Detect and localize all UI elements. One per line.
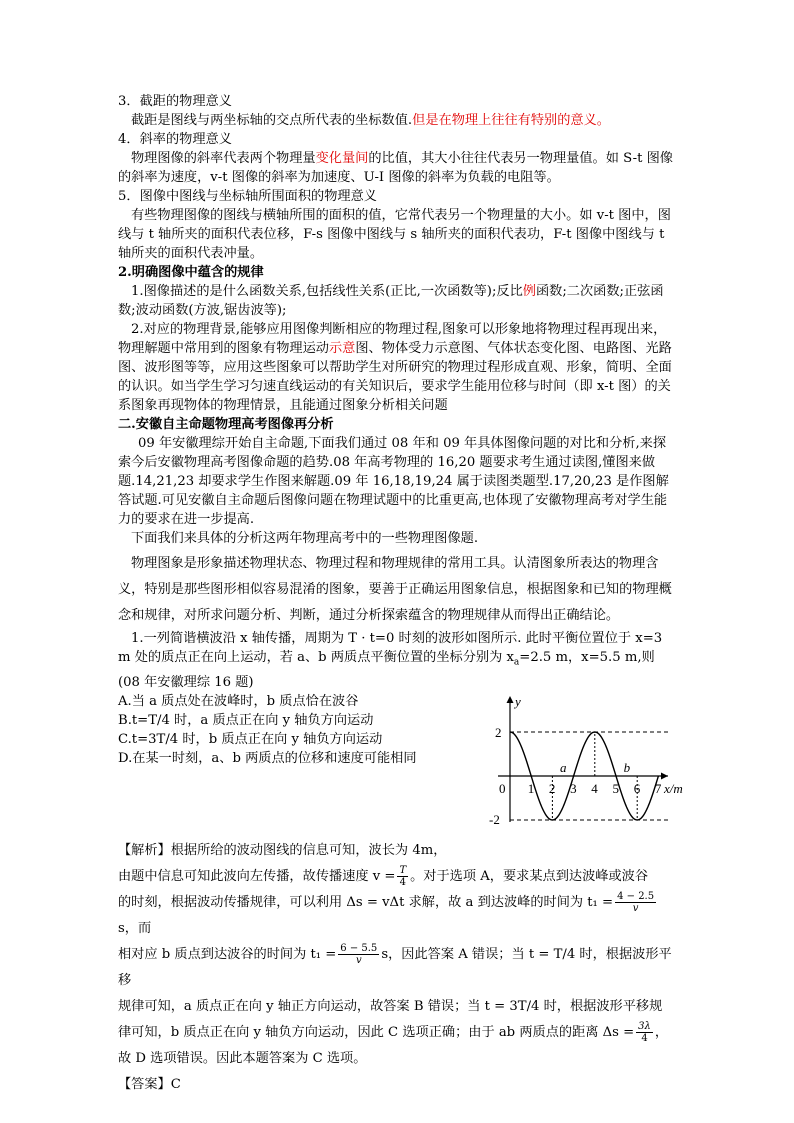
x-tick-label: 2 [548,780,556,796]
anhui-paragraph-3: 物理图象是形象描述物理状态、物理过程和物理规律的常用工具。认清图象所表达的物理含义，特别是那些图形相似容易混淆的图象，要善于正确运用图象信息，根据图象和已知的物理概念和规律，对所求问题分析、判断，通过分析探索蕴含的物理规律从而得出正确结论。 [118,556,672,623]
option-d: D.在某一时刻，a、b 两质点的位移和速度可能相同 [118,750,417,766]
section-5-body: 有些物理图像的图线与横轴所围的面积的值，它常代表另一个物理量的大小。如 v-t 图中，图线与 t 轴所夹的面积代表位移，F-s 图像中图线与 s 轴所夹的面积代表功，F-t 图像中图线与 t 轴所夹的面积代表冲量。 [118,208,671,261]
y-axis-arrow [507,696,514,703]
section-4-body: 物理图像的斜率代表两个物理量变化量间的比值，其大小往往代表另一物理量值。如 S-t 图像的斜率为速度，v-t 图像的斜率为加速度、U-I 图像的斜率为负载的电阻等。 [118,151,673,185]
x-tick-label: 6 [633,780,641,796]
x-axis-label: x/m [664,780,683,796]
y-tick-bottom: -2 [489,811,500,827]
x-tick-label: 7 [654,780,662,796]
anhui-paragraph-2: 下面我们来具体的分析这两年物理高考中的一些物理图像题. [131,531,479,546]
option-b: B.t=T/4 时，a 质点正在向 y 轴负方向运动 [118,712,374,728]
x-tick-label: 3 [570,780,577,796]
question-1-stem: 1.一列简谐横波沿 x 轴传播，周期为 T · t=0 时刻的波形如图所示. 此时平衡位置位于 x=3 m 处的质点正在向上运动，若 a、b 两质点平衡位置的坐标分别为 $x_a=2.5$ m，x=5.5 m,则 [118,631,663,668]
x-tick-label: 4 [591,780,598,796]
section-5-title: 5．图像中图线与坐标轴所围面积的物理意义 [118,189,377,204]
option-c: C.t=3T/4 时，b 质点正在向 y 轴负方向运动 [118,731,383,747]
answer-line: 【答案】C [118,1076,181,1092]
wave-graph [478,692,683,832]
x-axis-arrow [661,772,668,779]
question-1-options-row [118,692,683,832]
y-axis-label: y [515,693,521,709]
x-tick-label: 5 [612,780,619,796]
analysis-line-1: 【解析】根据所给的波动图线的信息可知，波长为 4m， [118,842,447,858]
anhui-section-title: 二.安徽自主命题物理高考图像再分析 [118,417,334,432]
analysis-line-6: 律可知，b 质点正在向 y 轴负方向运动，因此 C 选项正确；由于 ab 两质点的距离 Δs = $\frac{3\lambda}{4}$ ， [118,1020,669,1044]
x-tick-label: 1 [527,780,535,796]
anhui-paragraph-1: 09 年安徽理综开始自主命题,下面我们通过 08 年和 09 年具体图像问题的对比和分析,来探索今后安徽物理高考图像命题的趋势.08 年高考物理的 16,20 题要求考生通过读图,懂图来做题.14,21,23 却要求学生作图来解题.09 年 16,18,19,24 属于读图类题型.17,20,23 是作图解答试题.可见安徽自主命题后图像问题在物理试题中的比重更高,也体现了安徽物理高考对学生能力的要求在进一步提高. [118,436,669,527]
point-a-label: a [560,759,567,775]
y-tick-top: 2 [495,724,502,740]
question-1-source: (08 年安徽理综 16 题) [118,674,254,690]
analysis-line-3: 的时刻，根据波动传播规律，可以利用 Δs = vΔt 求解，故 a 到达波峰的时间为 t₁ = $\frac{4 - 2.5}{v}$ s，而 [118,890,655,936]
analysis-line-4: 相对应 b 质点到达波谷的时间为 t₁ = $\frac{6 - 5.5}{v}$ s，因此答案 A 错误；当 t = T/4 时，根据波形平移 [118,942,672,988]
document-page [118,92,683,1098]
origin-label: 0 [499,780,506,796]
analysis-line-2: 由题中信息可知此波向左传播，故传播速度 v = $\frac{T}{4}$ 。对于选项 A，要求某点到达波峰或波谷 [118,864,649,888]
analysis-line-7: 故 D 选项错误。因此本题答案为 C 选项。 [118,1050,367,1066]
section-4-title: 4．斜率的物理意义 [118,132,232,147]
point-b-label: b [623,759,631,775]
law-paragraph-2: 2.对应的物理背景,能够应用图像判断相应的物理过程,图象可以形象地将物理过程再现出来，物理解题中常用到的图象有物理运动示意图、物体受力示意图、气体状态变化图、电路图、光路图、波形图等等，应用这些图象可以帮助学生对所研究的物理过程形成直观、形象，简明、全面的认识。如当学生学习匀速直线运动的有关知识后，要求学生能用位移与时间（即 x-t 图）的关系图象再现物体的物理情景，且能通过图象分析相关问题 [118,322,672,413]
law-section-title: 2.明确图像中蕴含的规律 [118,265,264,280]
option-a: A.当 a 质点处在波峰时，b 质点恰在波谷 [118,693,359,709]
section-3-body: 截距是图线与两坐标轴的交点所代表的坐标数值.但是在物理上往往有特别的意义。 [131,113,610,128]
analysis-line-5: 规律可知，a 质点正在向 y 轴正方向运动，故答案 B 错误；当 t = 3T/4 时，根据波形平移规 [118,998,663,1014]
law-paragraph-1: 1.图像描述的是什么函数关系,包括线性关系(正比,一次函数等);反比例函数;二次函数;正弦函数;波动函数(方波,锯齿波等); [118,284,664,318]
section-3-title: 3．截距的物理意义 [118,94,232,109]
